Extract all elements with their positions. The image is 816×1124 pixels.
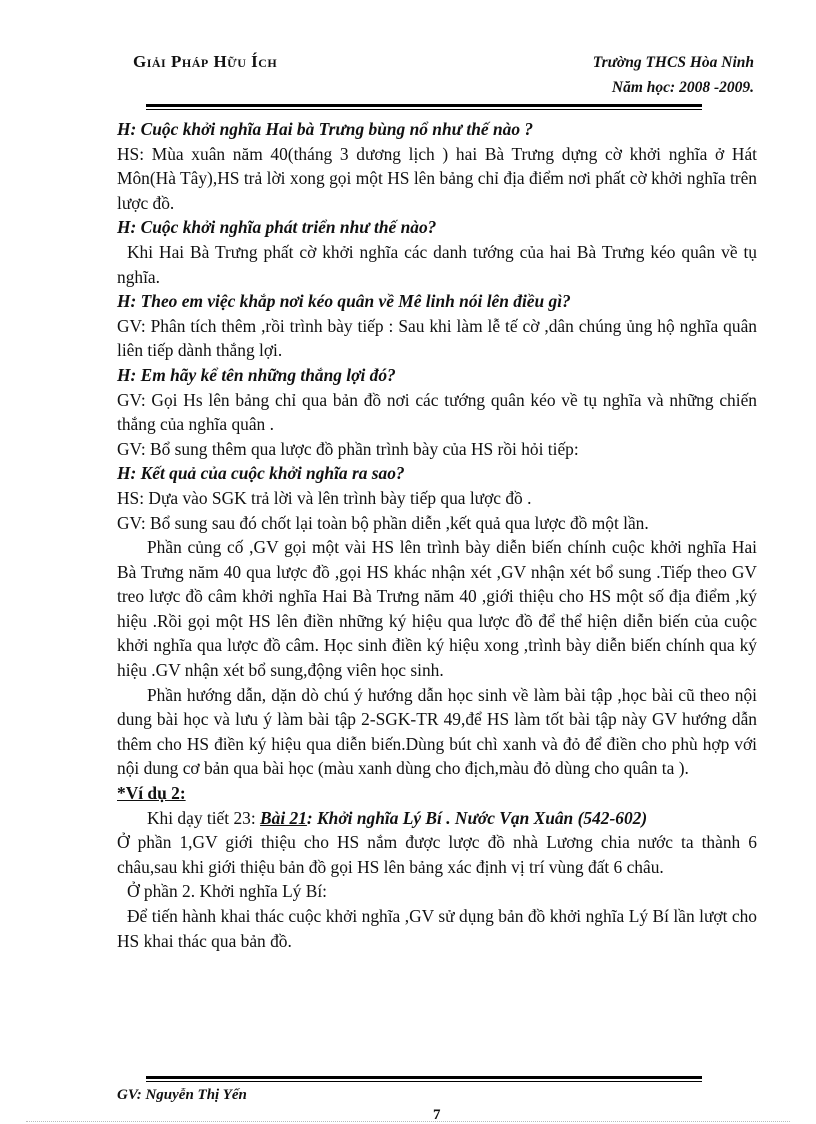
- header-rule: [146, 104, 702, 107]
- question: H: Em hãy kể tên những thắng lợi đó?: [117, 364, 396, 385]
- footer-rule-thin: [146, 1081, 702, 1082]
- lesson-name: : Khởi nghĩa Lý Bí . Nước Vạn Xuân (542-602): [306, 807, 648, 828]
- header-school-info: [593, 50, 754, 100]
- paragraph: [117, 806, 757, 831]
- question: H: Cuộc khởi nghĩa Hai bà Trưng bùng nổ như thế nào ?: [117, 119, 534, 139]
- paragraph: Để tiến hành khai thác cuộc khởi nghĩa ,GV sử dụng bản đồ khởi nghĩa Lý Bí lần lượt cho HS khai thác qua bản đồ.: [117, 906, 757, 951]
- school-year: Năm học: 2008 -2009.: [611, 79, 754, 96]
- lesson-title: [260, 808, 647, 828]
- document-body: [117, 117, 757, 953]
- paragraph: Phần hướng dẫn, dặn dò chú ý hướng dẫn học sinh về làm bài tập ,học bài cũ theo nội dung bài học và lưu ý làm bài tập 2-SGK-TR 49,để HS làm tốt bài tập này GV hướng dẫn thêm cho HS điền ký hiệu qua diễn biến.Dùng bút chì xanh và đỏ để điền cho phù hợp với nội dung cơ bản qua bài học (màu xanh dùng cho địch,màu đỏ dùng cho quân ta ).: [117, 684, 757, 779]
- question: H: Cuộc khởi nghĩa phát triển như thế nào?: [117, 217, 437, 238]
- paragraph: GV: Bổ sung thêm qua lược đồ phần trình bày của HS rồi hỏi tiếp:: [117, 438, 579, 459]
- paragraph: GV: Gọi Hs lên bảng chỉ qua bản đồ nơi các tướng quân kéo về tụ nghĩa và những chiến thắng của nghĩa quân .: [117, 389, 757, 435]
- header-title: Giải Pháp Hữu Ích: [133, 52, 278, 71]
- paragraph: HS: Dựa vào SGK trả lời và lên trình bày tiếp qua lược đồ .: [117, 487, 532, 508]
- paragraph: HS: Mùa xuân năm 40(tháng 3 dương lịch ) hai Bà Trưng dựng cờ khởi nghĩa ở Hát Môn(Hà Tây),HS trả lời xong gọi một HS lên bảng chỉ địa điểm nơi phất cờ khởi nghĩa trên lược đồ.: [117, 143, 757, 213]
- paragraph: Ở phần 2. Khởi nghĩa Lý Bí:: [127, 881, 327, 902]
- footer-rule: [146, 1076, 702, 1079]
- example-heading: *Ví dụ 2:: [117, 783, 186, 804]
- lesson-intro: Khi dạy tiết 23:: [147, 807, 261, 828]
- lesson-number: Bài 21: [260, 807, 307, 828]
- page-break-line: [26, 1121, 790, 1122]
- paragraph: GV: Bổ sung sau đó chốt lại toàn bộ phần diễn ,kết quả qua lược đồ một lần.: [117, 512, 649, 533]
- paragraph: Ở phần 1,GV giới thiệu cho HS nắm được lược đồ nhà Lương chia nước ta thành 6 châu,sau khi giới thiệu bản đồ gọi HS lên bảng xác định vị trí vùng đất 6 châu.: [117, 832, 757, 877]
- question: H: Theo em việc khắp nơi kéo quân về Mê linh nói lên điều gì?: [117, 291, 571, 312]
- footer-author: GV: Nguyễn Thị Yến: [117, 1087, 247, 1103]
- paragraph: Khi Hai Bà Trưng phất cờ khởi nghĩa các danh tướng của hai Bà Trưng kéo quân về tụ nghĩa.: [117, 241, 757, 287]
- header-rule-thin: [146, 109, 702, 110]
- school-name: Trường THCS Hòa Ninh: [592, 54, 754, 71]
- page-number: 7: [433, 1107, 441, 1123]
- paragraph: GV: Phân tích thêm ,rồi trình bày tiếp : Sau khi làm lễ tế cờ ,dân chúng ủng hộ nghĩa quân liên tiếp dành thắng lợi.: [117, 315, 757, 361]
- question: H: Kết quả của cuộc khởi nghĩa ra sao?: [117, 463, 405, 484]
- paragraph: Phần củng cố ,GV gọi một vài HS lên trình bày diễn biến chính cuộc khởi nghĩa Hai Bà Trưng năm 40 qua lược đồ ,gọi HS khác nhận xét ,GV nhận xét bổ sung .Tiếp theo GV treo lược đồ câm khởi nghĩa Hai Bà Trưng năm 40 ,giới thiệu cho HS một số địa điểm ,ký hiệu .Rồi gọi một HS lên điền những ký hiệu qua lược đồ để thể hiện diễn biến của cuộc khởi nghĩa qua lược đồ câm. Học sinh điền ký hiệu xong ,trình bày diễn biến chính qua ký hiệu .GV nhận xét bổ sung,động viên học sinh.: [117, 537, 757, 681]
